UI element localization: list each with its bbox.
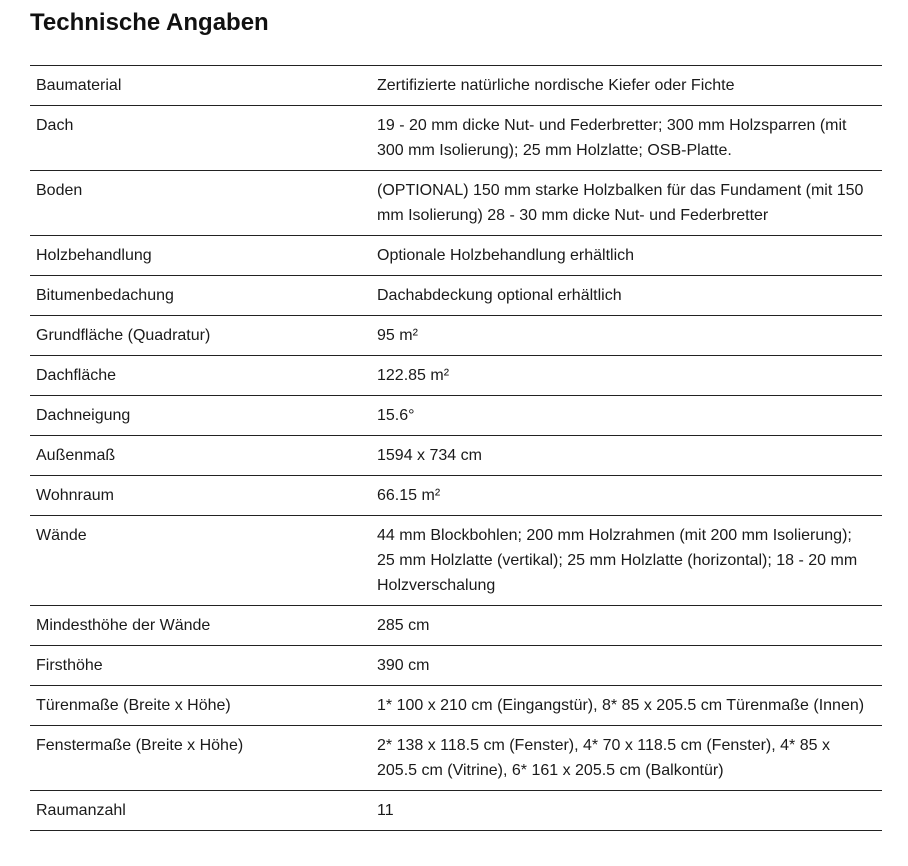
spec-value: 66.15 m² bbox=[371, 476, 882, 516]
spec-row bbox=[30, 316, 882, 356]
spec-row bbox=[30, 236, 882, 276]
spec-label: Baumaterial bbox=[30, 66, 371, 106]
spec-row bbox=[30, 726, 882, 791]
spec-row bbox=[30, 646, 882, 686]
spec-row bbox=[30, 276, 882, 316]
spec-row bbox=[30, 171, 882, 236]
spec-row bbox=[30, 476, 882, 516]
spec-label: Dachfläche bbox=[30, 356, 371, 396]
spec-row bbox=[30, 396, 882, 436]
spec-label: Wohnraum bbox=[30, 476, 371, 516]
spec-value: (OPTIONAL) 150 mm starke Holzbalken für das Fundament (mit 150 mm Isolierung) 28 - 30 mm dicke Nut- und Federbretter bbox=[371, 171, 882, 236]
spec-value: Zertifizierte natürliche nordische Kiefer oder Fichte bbox=[371, 66, 882, 106]
spec-value: 11 bbox=[371, 791, 882, 831]
spec-row bbox=[30, 606, 882, 646]
spec-table bbox=[30, 65, 882, 831]
spec-value: 44 mm Blockbohlen; 200 mm Holzrahmen (mit 200 mm Isolierung); 25 mm Holzlatte (vertikal); 25 mm Holzlatte (horizontal); 18 - 20 mm Holzverschalung bbox=[371, 516, 882, 606]
spec-row bbox=[30, 356, 882, 396]
spec-table-body bbox=[30, 66, 882, 831]
spec-label: Boden bbox=[30, 171, 371, 236]
spec-row bbox=[30, 436, 882, 476]
spec-row bbox=[30, 686, 882, 726]
spec-label: Grundfläche (Quadratur) bbox=[30, 316, 371, 356]
spec-value: 2* 138 x 118.5 cm (Fenster), 4* 70 x 118.5 cm (Fenster), 4* 85 x 205.5 cm (Vitrine), 6* 161 x 205.5 cm (Balkontür) bbox=[371, 726, 882, 791]
spec-label: Holzbehandlung bbox=[30, 236, 371, 276]
spec-row bbox=[30, 516, 882, 606]
spec-value: 285 cm bbox=[371, 606, 882, 646]
spec-value: 19 - 20 mm dicke Nut- und Federbretter; 300 mm Holzsparren (mit 300 mm Isolierung); 25 mm Holzlatte; OSB-Platte. bbox=[371, 106, 882, 171]
spec-value: Optionale Holzbehandlung erhältlich bbox=[371, 236, 882, 276]
spec-value: Dachabdeckung optional erhältlich bbox=[371, 276, 882, 316]
spec-value: 122.85 m² bbox=[371, 356, 882, 396]
spec-row bbox=[30, 791, 882, 831]
page-title: Technische Angaben bbox=[30, 9, 269, 36]
spec-label: Mindesthöhe der Wände bbox=[30, 606, 371, 646]
spec-row bbox=[30, 66, 882, 106]
spec-label: Dach bbox=[30, 106, 371, 171]
spec-value: 95 m² bbox=[371, 316, 882, 356]
spec-label: Wände bbox=[30, 516, 371, 606]
spec-label: Außenmaß bbox=[30, 436, 371, 476]
spec-value: 15.6° bbox=[371, 396, 882, 436]
spec-row bbox=[30, 106, 882, 171]
spec-label: Firsthöhe bbox=[30, 646, 371, 686]
spec-label: Fenstermaße (Breite x Höhe) bbox=[30, 726, 371, 791]
spec-value: 1594 x 734 cm bbox=[371, 436, 882, 476]
spec-label: Türenmaße (Breite x Höhe) bbox=[30, 686, 371, 726]
spec-value: 390 cm bbox=[371, 646, 882, 686]
spec-label: Raumanzahl bbox=[30, 791, 371, 831]
spec-label: Dachneigung bbox=[30, 396, 371, 436]
spec-value: 1* 100 x 210 cm (Eingangstür), 8* 85 x 205.5 cm Türenmaße (Innen) bbox=[371, 686, 882, 726]
spec-label: Bitumenbedachung bbox=[30, 276, 371, 316]
